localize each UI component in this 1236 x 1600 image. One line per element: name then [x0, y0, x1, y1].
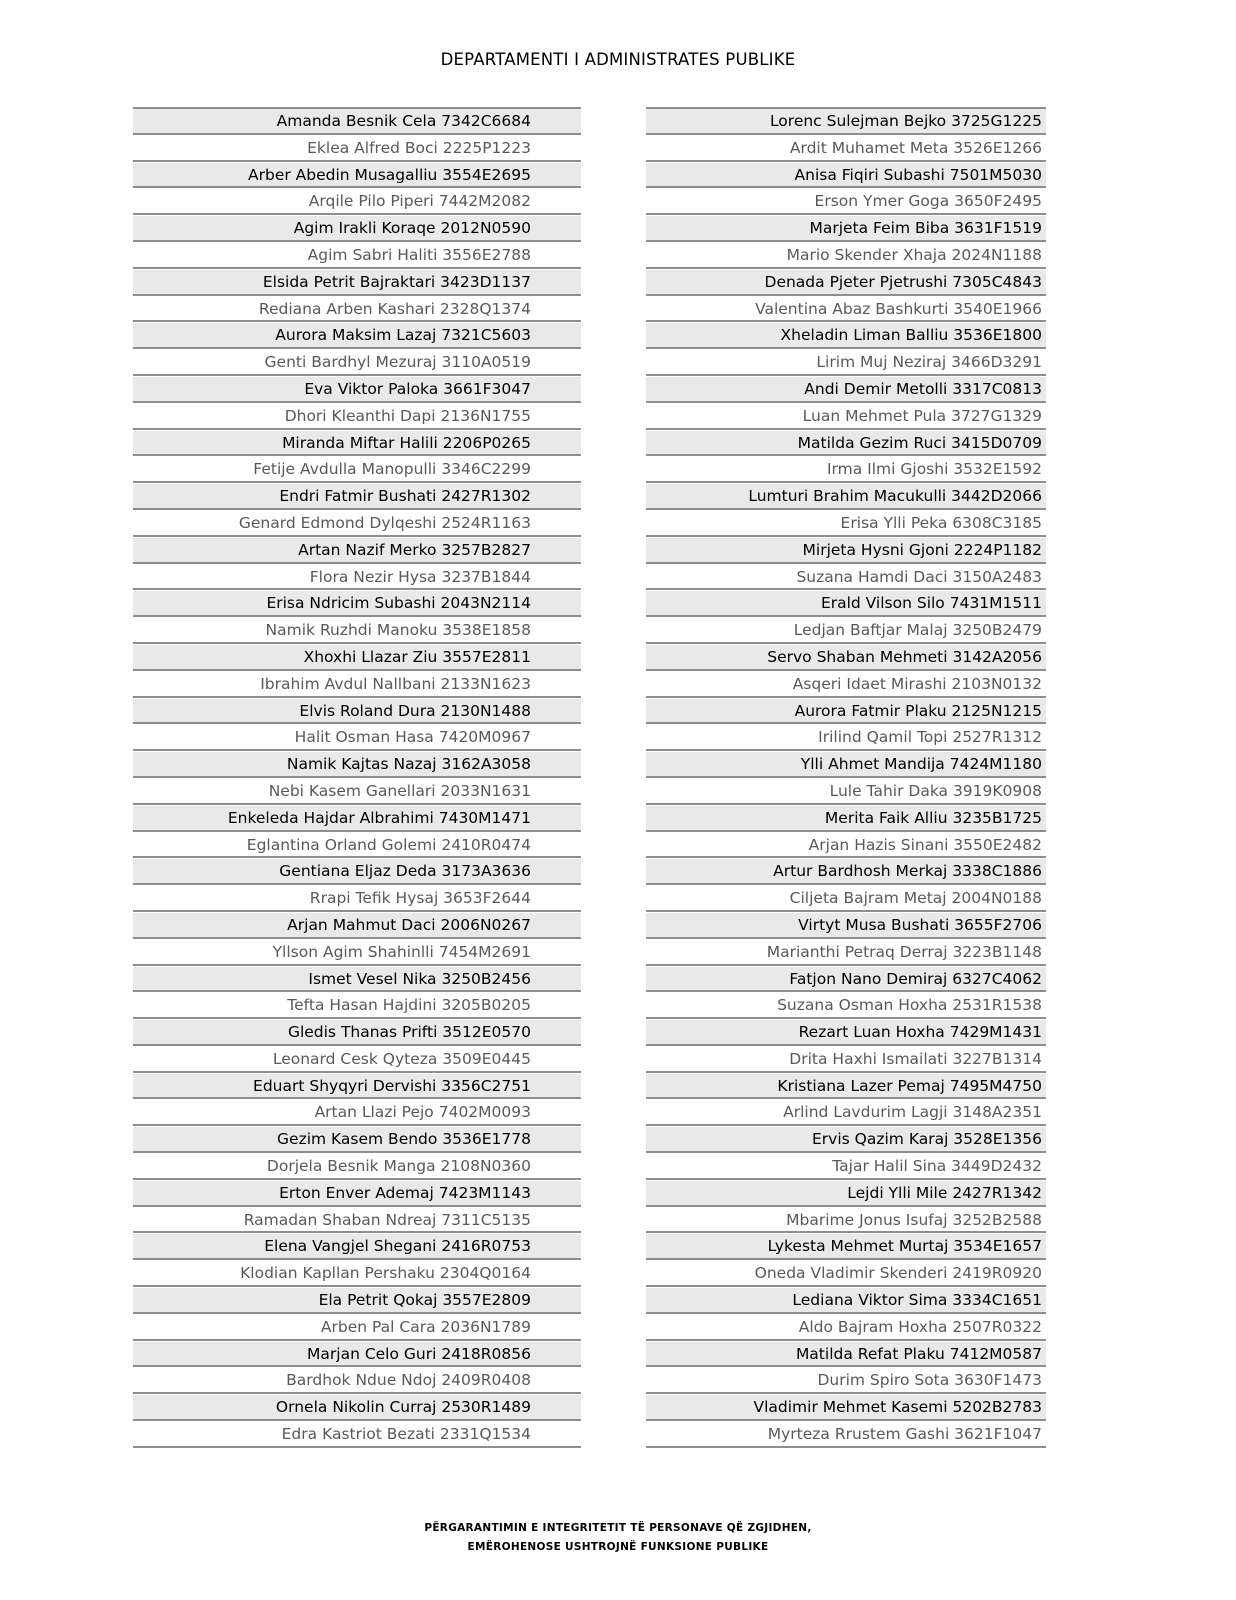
list-item: Elena Vangjel Shegani 2416R0753 [133, 1234, 581, 1260]
list-item: Ledjan Baftjar Malaj 3250B2479 [646, 618, 1046, 644]
list-item: Ervis Qazim Karaj 3528E1356 [646, 1127, 1046, 1153]
list-item: Elvis Roland Dura 2130N1488 [133, 699, 581, 725]
list-item: Genti Bardhyl Mezuraj 3110A0519 [133, 350, 581, 376]
list-item: Agim Sabri Haliti 3556E2788 [133, 243, 581, 269]
list-item: Eklea Alfred Boci 2225P1223 [133, 136, 581, 162]
list-item: Endri Fatmir Bushati 2427R1302 [133, 484, 581, 510]
footer-line-2: EMËROHENOSE USHTROJNË FUNKSIONE PUBLIKE [467, 1541, 769, 1553]
list-item: Erisa Ylli Peka 6308C3185 [646, 511, 1046, 537]
list-item: Myrteza Rrustem Gashi 3621F1047 [646, 1422, 1046, 1448]
list-item: Gezim Kasem Bendo 3536E1778 [133, 1127, 581, 1153]
list-item: Arjan Mahmut Daci 2006N0267 [133, 913, 581, 939]
list-item: Artur Bardhosh Merkaj 3338C1886 [646, 859, 1046, 885]
list-item: Dhori Kleanthi Dapi 2136N1755 [133, 404, 581, 430]
list-item: Tajar Halil Sina 3449D2432 [646, 1154, 1046, 1180]
list-item: Durim Spiro Sota 3630F1473 [646, 1368, 1046, 1394]
list-item: Halit Osman Hasa 7420M0967 [133, 725, 581, 751]
list-item: Aldo Bajram Hoxha 2507R0322 [646, 1315, 1046, 1341]
list-item: Erald Vilson Silo 7431M1511 [646, 591, 1046, 617]
list-item: Arqile Pilo Piperi 7442M2082 [133, 189, 581, 215]
list-item: Lumturi Brahim Macukulli 3442D2066 [646, 484, 1046, 510]
list-item: Aurora Fatmir Plaku 2125N1215 [646, 699, 1046, 725]
list-item: Ardit Muhamet Meta 3526E1266 [646, 136, 1046, 162]
list-item: Merita Faik Alliu 3235B1725 [646, 806, 1046, 832]
footer [0, 1519, 1236, 1557]
list-item: Lejdi Ylli Mile 2427R1342 [646, 1181, 1046, 1207]
list-item: Lule Tahir Daka 3919K0908 [646, 779, 1046, 805]
list-item: Ela Petrit Qokaj 3557E2809 [133, 1288, 581, 1314]
list-item: Namik Ruzhdi Manoku 3538E1858 [133, 618, 581, 644]
page-title: DEPARTAMENTI I ADMINISTRATES PUBLIKE [440, 50, 796, 69]
list-item: Gledis Thanas Prifti 3512E0570 [133, 1020, 581, 1046]
list-item: Lirim Muj Neziraj 3466D3291 [646, 350, 1046, 376]
list-item: Rezart Luan Hoxha 7429M1431 [646, 1020, 1046, 1046]
list-item: Artan Nazif Merko 3257B2827 [133, 538, 581, 564]
list-item: Marianthi Petraq Derraj 3223B1148 [646, 940, 1046, 966]
list-item: Valentina Abaz Bashkurti 3540E1966 [646, 297, 1046, 323]
list-item: Klodian Kapllan Pershaku 2304Q0164 [133, 1261, 581, 1287]
list-item: Arber Abedin Musagalliu 3554E2695 [133, 163, 581, 189]
list-item: Agim Irakli Koraqe 2012N0590 [133, 216, 581, 242]
list-item: Eduart Shyqyri Dervishi 3356C2751 [133, 1074, 581, 1100]
list-item: Flora Nezir Hysa 3237B1844 [133, 565, 581, 591]
list-item: Marjeta Feim Biba 3631F1519 [646, 216, 1046, 242]
list-item: Matilda Gezim Ruci 3415D0709 [646, 431, 1046, 457]
list-item: Fatjon Nano Demiraj 6327C4062 [646, 967, 1046, 993]
list-item: Ornela Nikolin Curraj 2530R1489 [133, 1395, 581, 1421]
list-item: Namik Kajtas Nazaj 3162A3058 [133, 752, 581, 778]
list-item: Dorjela Besnik Manga 2108N0360 [133, 1154, 581, 1180]
list-item: Arjan Hazis Sinani 3550E2482 [646, 833, 1046, 859]
list-item: Suzana Hamdi Daci 3150A2483 [646, 565, 1046, 591]
list-item: Vladimir Mehmet Kasemi 5202B2783 [646, 1395, 1046, 1421]
list-item: Amanda Besnik Cela 7342C6684 [133, 109, 581, 135]
footer-line-1: PËRGARANTIMIN E INTEGRITETIT TË PERSONAVE QË ZGJIDHEN, [424, 1522, 812, 1534]
list-item: Rediana Arben Kashari 2328Q1374 [133, 297, 581, 323]
list-item: Aurora Maksim Lazaj 7321C5603 [133, 323, 581, 349]
list-item: Leonard Cesk Qyteza 3509E0445 [133, 1047, 581, 1073]
list-item: Andi Demir Metolli 3317C0813 [646, 377, 1046, 403]
list-item: Arben Pal Cara 2036N1789 [133, 1315, 581, 1341]
list-item: Xheladin Liman Balliu 3536E1800 [646, 323, 1046, 349]
list-item: Mirjeta Hysni Gjoni 2224P1182 [646, 538, 1046, 564]
list-item: Luan Mehmet Pula 3727G1329 [646, 404, 1046, 430]
list-item: Erton Enver Ademaj 7423M1143 [133, 1181, 581, 1207]
list-item: Yllson Agim Shahinlli 7454M2691 [133, 940, 581, 966]
list-item: Lorenc Sulejman Bejko 3725G1225 [646, 109, 1046, 135]
list-item: Ramadan Shaban Ndreaj 7311C5135 [133, 1208, 581, 1234]
list-item: Irilind Qamil Topi 2527R1312 [646, 725, 1046, 751]
list-item: Irma Ilmi Gjoshi 3532E1592 [646, 457, 1046, 483]
list-item: Arlind Lavdurim Lagji 3148A2351 [646, 1100, 1046, 1126]
list-item: Mario Skender Xhaja 2024N1188 [646, 243, 1046, 269]
list-item: Lykesta Mehmet Murtaj 3534E1657 [646, 1234, 1046, 1260]
list-item: Miranda Miftar Halili 2206P0265 [133, 431, 581, 457]
list-item: Asqeri Idaet Mirashi 2103N0132 [646, 672, 1046, 698]
list-item: Eva Viktor Paloka 3661F3047 [133, 377, 581, 403]
list-item: Elsida Petrit Bajraktari 3423D1137 [133, 270, 581, 296]
list-item: Ylli Ahmet Mandija 7424M1180 [646, 752, 1046, 778]
list-item: Nebi Kasem Ganellari 2033N1631 [133, 779, 581, 805]
list-item: Suzana Osman Hoxha 2531R1538 [646, 993, 1046, 1019]
list-item: Rrapi Tefik Hysaj 3653F2644 [133, 886, 581, 912]
right-name-list [646, 107, 1046, 1449]
list-item: Bardhok Ndue Ndoj 2409R0408 [133, 1368, 581, 1394]
left-name-list [133, 107, 581, 1449]
list-item: Erson Ymer Goga 3650F2495 [646, 189, 1046, 215]
list-item: Virtyt Musa Bushati 3655F2706 [646, 913, 1046, 939]
list-item: Fetije Avdulla Manopulli 3346C2299 [133, 457, 581, 483]
list-item: Edra Kastriot Bezati 2331Q1534 [133, 1422, 581, 1448]
list-item: Oneda Vladimir Skenderi 2419R0920 [646, 1261, 1046, 1287]
list-item: Eglantina Orland Golemi 2410R0474 [133, 833, 581, 859]
list-item: Gentiana Eljaz Deda 3173A3636 [133, 859, 581, 885]
list-item: Matilda Refat Plaku 7412M0587 [646, 1342, 1046, 1368]
list-item: Anisa Fiqiri Subashi 7501M5030 [646, 163, 1046, 189]
list-item: Erisa Ndricim Subashi 2043N2114 [133, 591, 581, 617]
list-item: Ibrahim Avdul Nallbani 2133N1623 [133, 672, 581, 698]
list-item: Enkeleda Hajdar Albrahimi 7430M1471 [133, 806, 581, 832]
list-item: Mbarime Jonus Isufaj 3252B2588 [646, 1208, 1046, 1234]
list-item: Ciljeta Bajram Metaj 2004N0188 [646, 886, 1046, 912]
list-item: Lediana Viktor Sima 3334C1651 [646, 1288, 1046, 1314]
list-item: Marjan Celo Guri 2418R0856 [133, 1342, 581, 1368]
list-item: Servo Shaban Mehmeti 3142A2056 [646, 645, 1046, 671]
list-item: Genard Edmond Dylqeshi 2524R1163 [133, 511, 581, 537]
list-item: Kristiana Lazer Pemaj 7495M4750 [646, 1074, 1046, 1100]
list-item: Xhoxhi Llazar Ziu 3557E2811 [133, 645, 581, 671]
list-item: Ismet Vesel Nika 3250B2456 [133, 967, 581, 993]
list-item: Tefta Hasan Hajdini 3205B0205 [133, 993, 581, 1019]
list-item: Drita Haxhi Ismailati 3227B1314 [646, 1047, 1046, 1073]
list-item: Denada Pjeter Pjetrushi 7305C4843 [646, 270, 1046, 296]
list-item: Artan Llazi Pejo 7402M0093 [133, 1100, 581, 1126]
